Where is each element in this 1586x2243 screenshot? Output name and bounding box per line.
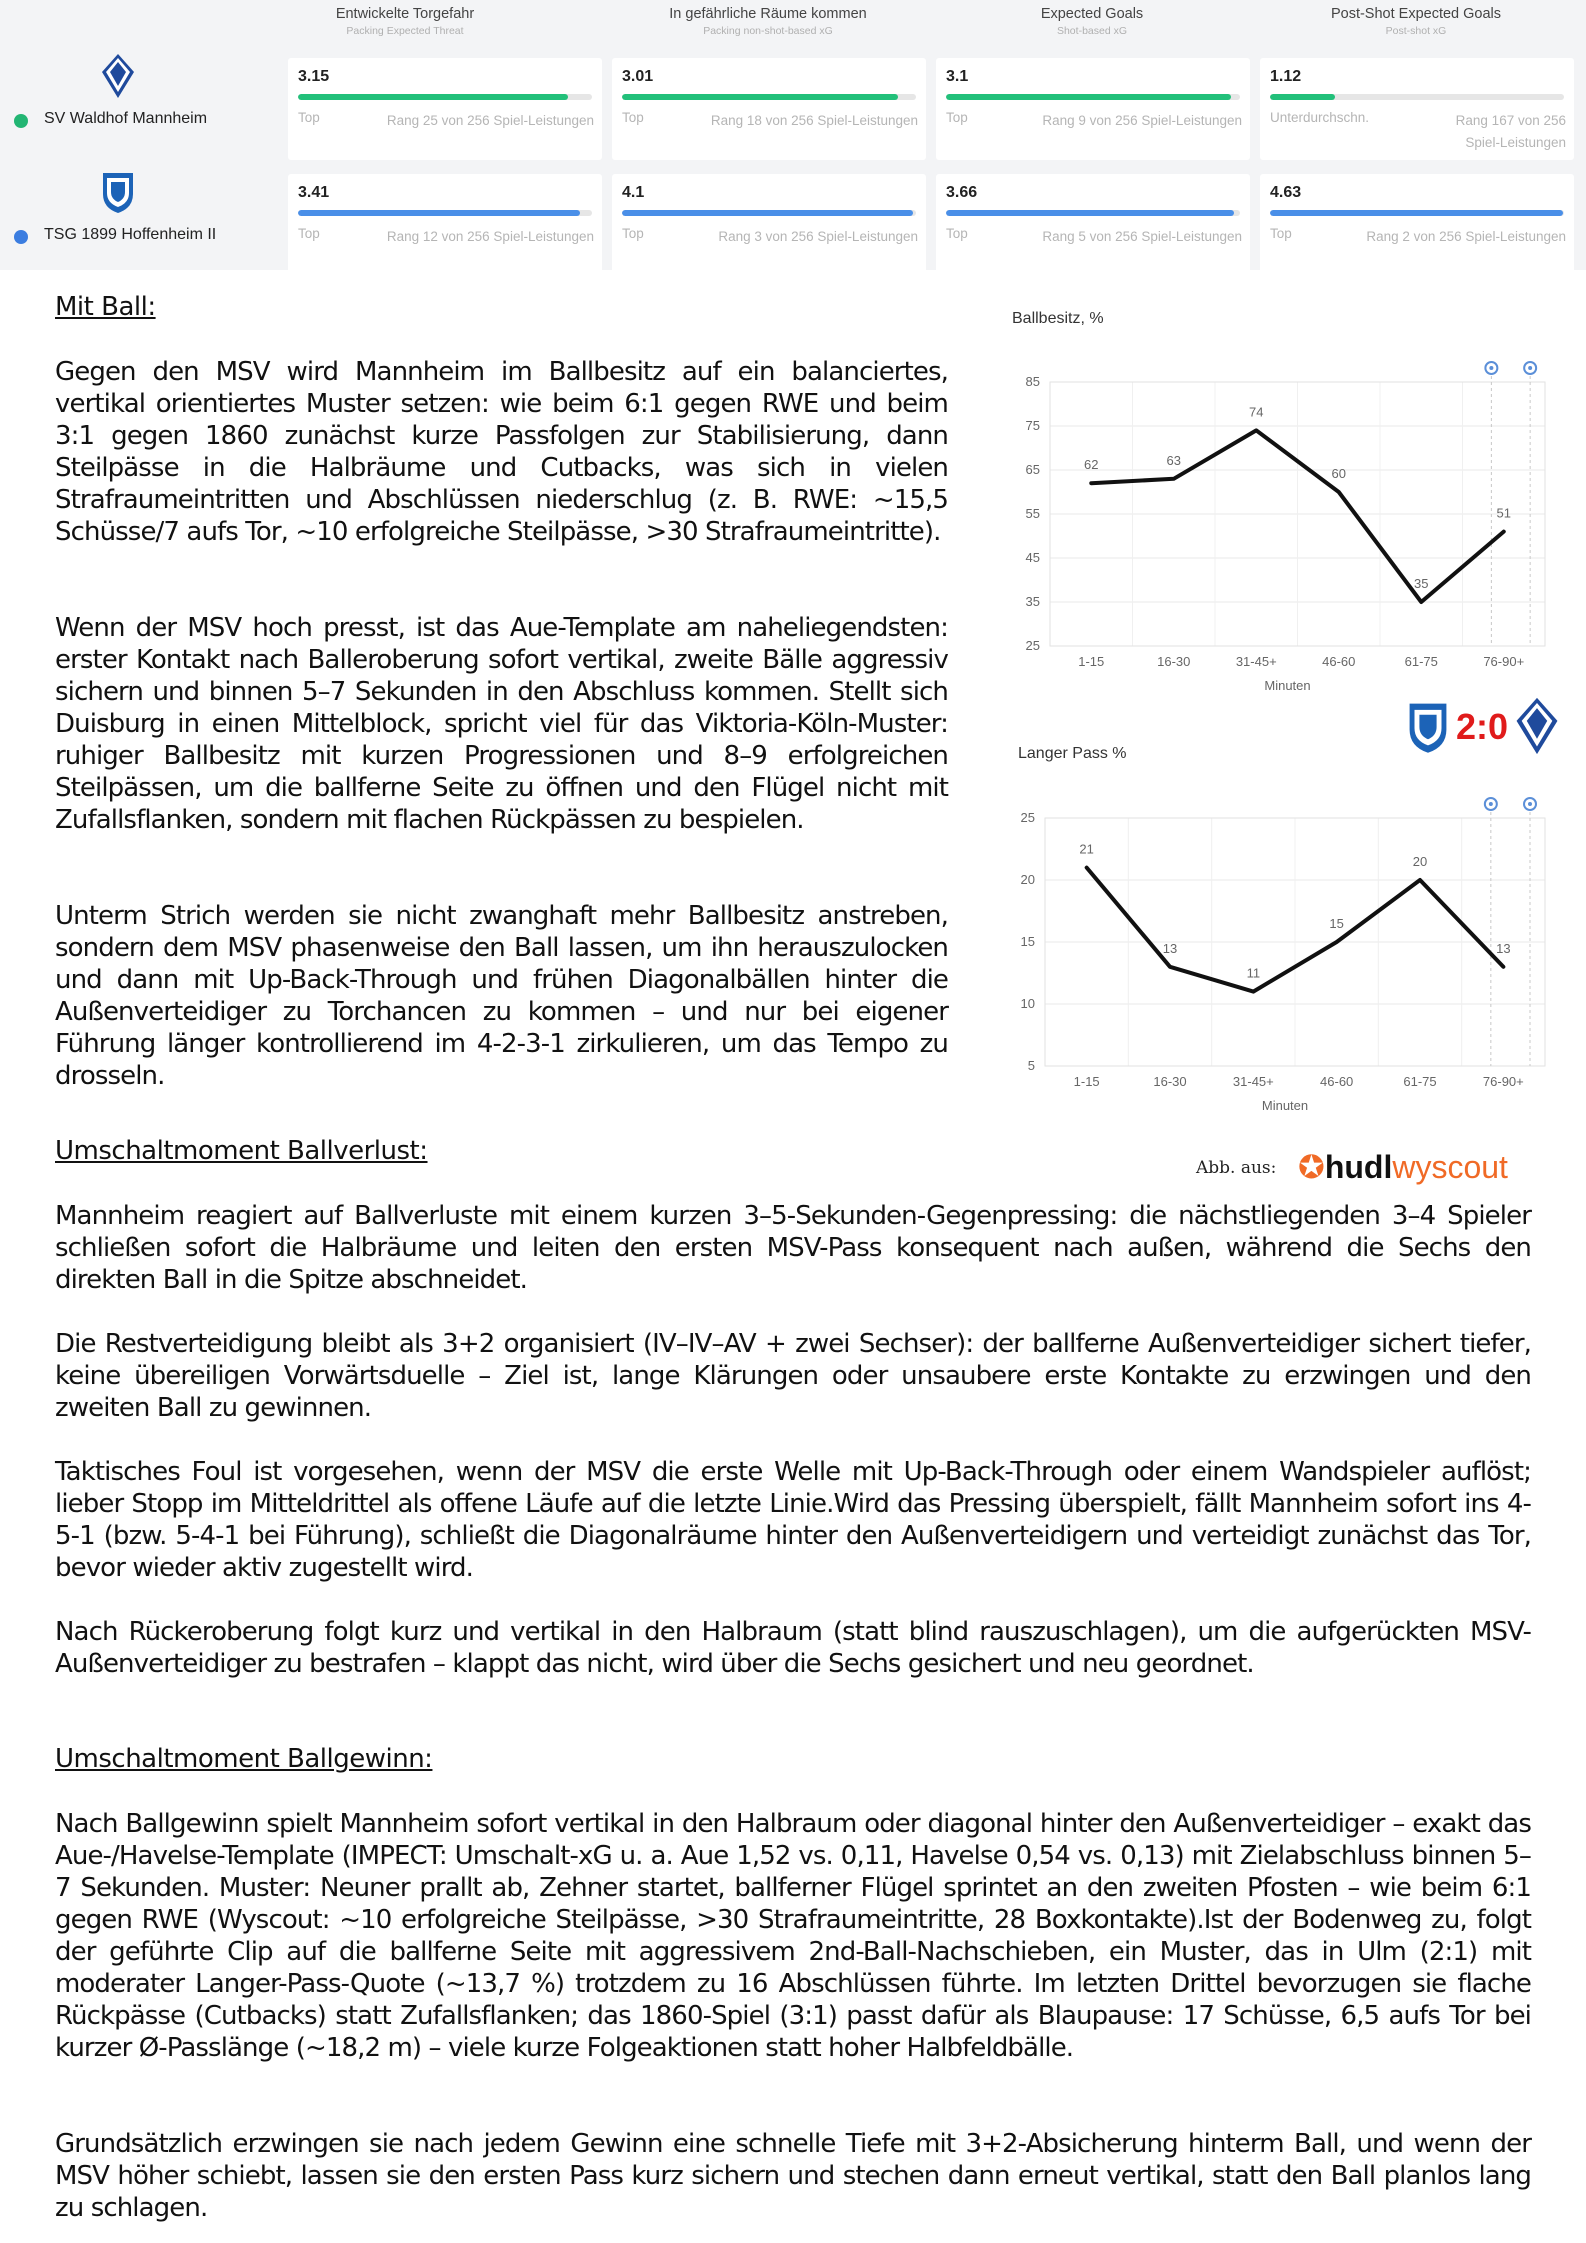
- data-label: 20: [1412, 854, 1428, 869]
- paragraph: [55, 900, 948, 1092]
- paragraph: [55, 1616, 1531, 1680]
- paragraph-text: Die Restverteidigung bleibt als 3+2 organisiert (IV–IV–AV + zwei Sechser): der ballferne Außenverteidiger sichert tiefer, keine übereiligen Vorwärtsduelle – Ziel ist, lange Klärungen oder unsaubere erste Kontakte zu erzwingen und den zweiten Ball zu gewinnen.: [55, 1329, 1531, 1423]
- section-heading-mit-ball: Mit Ball:: [55, 292, 156, 322]
- data-point: [1085, 866, 1088, 869]
- ballbesitz-chart: [1000, 290, 1560, 710]
- metric-header: [932, 6, 1252, 37]
- brand-wyscout: wyscout: [1392, 1149, 1508, 1185]
- hoffenheim-logo-icon: [100, 170, 136, 214]
- metric-value: 3.15: [298, 68, 330, 85]
- paragraph-text: Gegen den MSV wird Mannheim im Ballbesitz auf ein balanciertes, vertikal orientiertes Muster setzen: wie beim 6:1 gegen RWE und beim 3:1 gegen 1860 zunächst kurze Passfolgen zur Stabilisierung, dann Steilpässe in die Halbräume und Cutbacks, was sich in vielen Strafraumeintritten und Abschlüssen niederschlug (z. B. RWE: ~15,5 Schüsse/7 aufs Tor, ~10 erfolgreiche Steilpässe, >30 Strafraumeintritte).: [55, 357, 948, 547]
- paragraph: [55, 1200, 1531, 1296]
- progress-track: [946, 210, 1240, 216]
- y-tick-label: 45: [1025, 550, 1040, 565]
- metric-card: [936, 174, 1250, 276]
- metric-label: Top: [946, 110, 968, 125]
- metric-subtitle: Packing non-shot-based xG: [703, 25, 833, 37]
- data-label: 21: [1079, 841, 1094, 857]
- y-tick-label: 25: [1025, 638, 1040, 653]
- langer-pass-chart: [1000, 728, 1560, 1128]
- metric-header: [608, 6, 928, 37]
- paragraph: [55, 1808, 1531, 2064]
- chart-title: Langer Pass %: [1018, 745, 1127, 762]
- metric-card: [288, 58, 602, 160]
- progress-fill: [622, 210, 913, 216]
- data-label: 63: [1166, 452, 1181, 468]
- team-name: TSG 1899 Hoffenheim II: [44, 226, 217, 243]
- score-value: 2:0: [1456, 706, 1509, 747]
- data-label: 15: [1329, 916, 1344, 931]
- y-tick-label: 85: [1025, 374, 1040, 389]
- metric-label: Top: [298, 110, 320, 125]
- data-label: 62: [1084, 457, 1099, 473]
- brand-hudl: hudl: [1324, 1149, 1393, 1185]
- metric-subtitle: Post-shot xG: [1385, 25, 1447, 37]
- data-label: 35: [1414, 576, 1429, 591]
- metric-rank: Rang 9 von 256 Spiel-Leistungen: [1042, 113, 1242, 128]
- progress-fill: [946, 94, 1231, 100]
- team-color-dot: [14, 230, 28, 244]
- paragraph-text: Nach Rückeroberung folgt kurz und vertikal in den Halbraum (statt blind rauszuschlagen), um die aufgerückten MSV-Außenverteidiger zu bestrafen – klappt das nicht, wird über die Sechs gesichert und neu geordnet.: [55, 1617, 1531, 1679]
- progress-track: [298, 210, 592, 216]
- metric-rank: Rang 25 von 256 Spiel-Leistungen: [386, 113, 594, 128]
- x-tick-label: 16-30: [1153, 1074, 1187, 1089]
- progress-fill: [622, 94, 898, 100]
- team-name: SV Waldhof Mannheim: [44, 110, 208, 127]
- chart-title: Ballbesitz, %: [1012, 310, 1104, 327]
- metric-label: Top: [946, 226, 968, 241]
- paragraph-text: Mannheim reagiert auf Ballverluste mit einem kurzen 3–5-Sekunden-Gegenpressing: die nächstliegenden 3–4 Spieler schließen sofort die Halbräume und leiten den ersten MSV-Pass konsequent nach außen, während die Sechs den direkten Ball in die Spitze abschneidet.: [55, 1201, 1531, 1295]
- metric-value: 1.12: [1270, 68, 1302, 85]
- metric-subtitle: Shot-based xG: [1056, 25, 1128, 37]
- goal-ball-icon-center: [1528, 802, 1532, 806]
- metric-header: [1256, 6, 1576, 37]
- y-tick-label: 65: [1025, 462, 1040, 477]
- paragraph-text: Grundsätzlich erzwingen sie nach jedem Gewinn eine schnelle Tiefe mit 3+2-Absicherung hinterm Ball, und wenn der MSV höher schiebt, lassen sie den ersten Pass kurz sichern und stechen dann erneut vertikal, statt den Ball planlos lang zu schlagen.: [55, 2129, 1531, 2223]
- data-label: 11: [1246, 965, 1261, 981]
- data-point: [1337, 491, 1340, 494]
- data-point: [1502, 965, 1505, 968]
- metric-rank: Rang 2 von 256 Spiel-Leistungen: [1366, 229, 1566, 244]
- goal-ball-icon-center: [1528, 366, 1532, 370]
- metric-card: [1260, 58, 1574, 160]
- source-credit: [1196, 1148, 1526, 1188]
- x-tick-label: 16-30: [1157, 654, 1191, 669]
- data-point: [1172, 477, 1175, 480]
- data-point: [1502, 530, 1505, 533]
- data-label: 60: [1331, 466, 1346, 481]
- data-point: [1420, 601, 1423, 604]
- section-heading-ballgewinn: Umschaltmoment Ballgewinn:: [55, 1744, 433, 1774]
- source-prefix: Abb. aus:: [1196, 1158, 1277, 1178]
- metric-value: 3.41: [298, 184, 330, 201]
- metric-title: Entwickelte Torgefahr: [335, 6, 475, 22]
- metric-label: Top: [622, 226, 644, 241]
- data-point: [1169, 965, 1172, 968]
- progress-track: [1270, 210, 1564, 216]
- metric-value: 3.66: [946, 184, 978, 201]
- progress-track: [1270, 94, 1564, 100]
- paragraph-text: Unterm Strich werden sie nicht zwanghaft mehr Ballbesitz anstreben, sondern dem MSV phasenweise den Ball lassen, um ihn herauszulocken und dann mit Up-Back-Through und frühen Diagonalbällen hinter die Außenverteidiger zu Torchancen zu kommen – und nur bei eigener Führung länger kontrollierend im 4-2-3-1 zirkulieren, um das Tempo zu drosseln.: [55, 901, 948, 1091]
- data-point: [1419, 879, 1422, 882]
- metric-label: Top: [622, 110, 644, 125]
- progress-track: [946, 94, 1240, 100]
- progress-fill: [298, 94, 568, 100]
- paragraph: [55, 356, 948, 548]
- metric-title: Post-Shot Expected Goals: [1330, 6, 1502, 22]
- data-label: 13: [1496, 940, 1511, 956]
- metric-rank: Rang 5 von 256 Spiel-Leistungen: [1042, 229, 1242, 244]
- metric-rank: Rang 18 von 256 Spiel-Leistungen: [710, 113, 918, 128]
- x-axis-label: Minuten: [1261, 1098, 1309, 1113]
- metric-rank: Rang 12 von 256 Spiel-Leistungen: [386, 229, 594, 244]
- metric-title: In gefährliche Räume kommen: [669, 6, 867, 22]
- x-axis-label: Minuten: [1264, 678, 1311, 693]
- data-label: 51: [1496, 505, 1511, 521]
- data-point: [1255, 429, 1258, 432]
- paragraph: [55, 612, 948, 836]
- data-point: [1335, 941, 1338, 944]
- team-color-dot: [14, 114, 28, 128]
- y-tick-label: 5: [1027, 1058, 1035, 1073]
- metric-card: [612, 174, 926, 276]
- metric-header: [245, 6, 565, 37]
- y-tick-label: 20: [1020, 872, 1035, 887]
- progress-fill: [298, 210, 580, 216]
- team-row-mannheim: [0, 50, 285, 170]
- paragraph-text: Wenn der MSV hoch presst, ist das Aue-Template am naheliegendsten: erster Kontakt nach Balleroberung sofort vertikal, zweite Bälle aggressiv sichern und binnen 5–7 Sekunden in den Abschluss kommen. Stellt sich Duisburg in einen Mittelblock, spricht viel für das Viktoria-Köln-Muster: ruhiger Ballbesitz mit kurzen Progressionen und 8–9 erfolgreichen Steilpässen, um die ballferne Seite zu öffnen und den Flügel nicht mit Zufallsflanken, sondern mit flachen Rückpässen zu bespielen.: [55, 613, 948, 835]
- y-tick-label: 35: [1025, 594, 1040, 609]
- y-tick-label: 75: [1025, 418, 1040, 433]
- data-label: 74: [1249, 404, 1264, 420]
- x-tick-label: 1-15: [1078, 654, 1105, 669]
- metric-card: [288, 174, 602, 276]
- data-point: [1090, 482, 1093, 485]
- metric-rank: Rang 3 von 256 Spiel-Leistungen: [718, 229, 918, 244]
- hudl-wyscout-logo: ✪hudlwyscout: [1298, 1149, 1508, 1185]
- paragraph-text: Nach Ballgewinn spielt Mannheim sofort vertikal in den Halbraum oder diagonal hinter den Außenverteidiger – exakt das Aue-/Havelse-Template (IMPECT: Umschalt-xG u. a. Aue 1,52 vs. 0,11, Havelse 0,54 vs. 0,13) mit Zielabschluss binnen 5–7 Sekunden. Muster: Neuner prallt ab, Zehner startet, ballferner Flügel sprintet an den zweiten Pfosten – wie beim 6:1 gegen RWE (Wyscout: ~10 erfolgreiche Steilpässe, >30 Strafraumeintritte, 28 Boxkontakte).Ist der Bodenweg zu, folgt der geführte Clip auf die ballferne Seite mit aggressivem 2nd-Ball-Nachschieben, ein Muster, das in Ulm (2:1) mit moderater Langer-Pass-Quote (~13,7 %) trotzdem zu 16 Abschlüssen führte. Im letzten Drittel bevorzugen sie flache Rückpässe (Cutbacks) statt Zufallsflanken; das 1860-Spiel (3:1) passt dafür als Blaupause: 17 Schüsse, 6,5 aufs Tor bei kurzer Ø-Passlänge (~18,2 m) – viele kurze Folgeaktionen statt hoher Halbfeldbälle.: [55, 1809, 1531, 2063]
- progress-fill: [946, 210, 1234, 216]
- data-label: 13: [1162, 940, 1178, 956]
- goal-ball-icon-center: [1489, 802, 1493, 806]
- x-tick-label: 61-75: [1403, 1074, 1437, 1089]
- metric-rank: Rang 167 von 256 Spiel-Leistungen: [1455, 113, 1566, 150]
- progress-fill: [1270, 94, 1335, 100]
- metric-value: 4.63: [1270, 184, 1302, 201]
- y-tick-label: 15: [1020, 934, 1035, 949]
- metric-card: [936, 58, 1250, 160]
- paragraph: [55, 2128, 1531, 2224]
- x-tick-label: 46-60: [1322, 654, 1356, 669]
- stats-panel: [0, 0, 1586, 270]
- metric-value: 4.1: [622, 184, 645, 201]
- metric-value: 3.1: [946, 68, 969, 85]
- metric-label: Top: [298, 226, 320, 241]
- x-tick-label: 61-75: [1404, 654, 1438, 669]
- data-point: [1252, 990, 1255, 993]
- paragraph: [55, 1456, 1531, 1584]
- metric-title: Expected Goals: [1040, 6, 1144, 22]
- goal-ball-icon-center: [1489, 366, 1493, 370]
- progress-track: [622, 210, 916, 216]
- progress-track: [298, 94, 592, 100]
- progress-fill: [1270, 210, 1563, 216]
- metric-label: Unterdurchschn.: [1270, 110, 1370, 125]
- x-tick-label: 31-45+: [1232, 1074, 1274, 1089]
- metric-label: Top: [1270, 226, 1292, 241]
- x-tick-label: 46-60: [1320, 1074, 1354, 1089]
- paragraph-text: Taktisches Foul ist vorgesehen, wenn der MSV die erste Welle mit Up-Back-Through oder einem Wandspieler auflöst; lieber Stopp im Mitteldrittel als offene Läufe auf die letzte Linie.Wird das Pressing überspielt, fällt Mannheim sofort ins 4-5-1 (bzw. 5-4-1 bei Führung), schließt die Diagonalräume hinter den Außenverteidigern und verteidigt zunächst das Tor, bevor wieder aktiv zugestellt wird.: [55, 1457, 1531, 1583]
- y-tick-label: 10: [1020, 996, 1035, 1011]
- metric-value: 3.01: [622, 68, 654, 85]
- x-tick-label: 76-90+: [1483, 654, 1525, 669]
- metric-subtitle: Packing Expected Threat: [346, 25, 464, 37]
- y-tick-label: 55: [1025, 506, 1040, 521]
- metric-card: [1260, 174, 1574, 276]
- x-tick-label: 31-45+: [1235, 654, 1277, 669]
- waldhof-mannheim-logo-icon: [100, 54, 136, 98]
- metric-card: [612, 58, 926, 160]
- x-tick-label: 1-15: [1073, 1074, 1100, 1089]
- y-tick-label: 25: [1020, 810, 1035, 825]
- x-tick-label: 76-90+: [1482, 1074, 1524, 1089]
- section-heading-ballverlust: Umschaltmoment Ballverlust:: [55, 1136, 428, 1166]
- team-row-hoffenheim: [0, 166, 285, 286]
- progress-track: [622, 94, 916, 100]
- paragraph: [55, 1328, 1531, 1424]
